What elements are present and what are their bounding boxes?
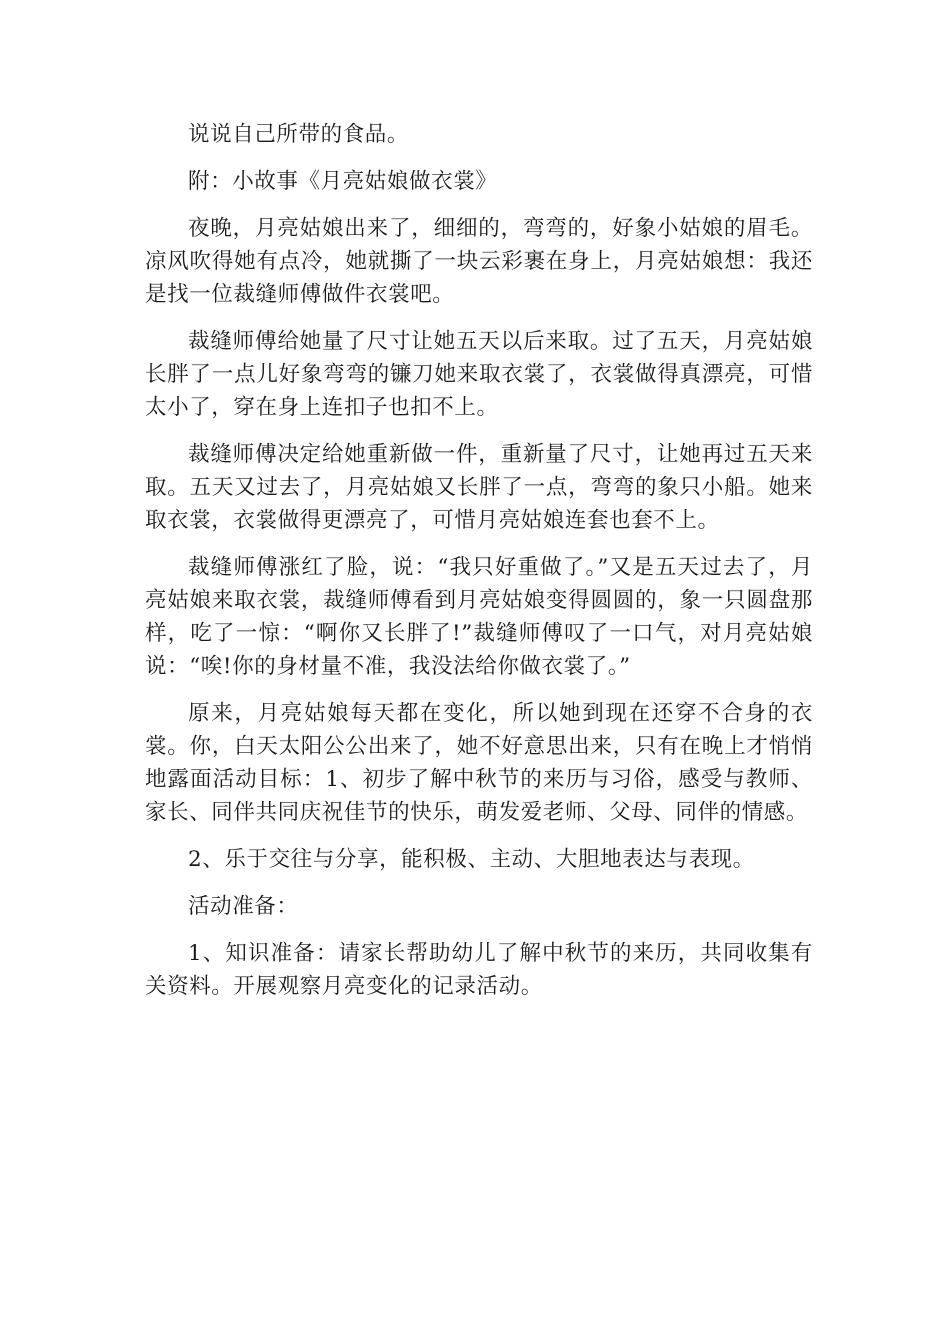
- paragraph-story-5-goals: 原来，月亮姑娘每天都在变化，所以她到现在还穿不合身的衣裳。你，白天太阳公公出来了，她不好意思出来，只有在晚上才悄悄地露面活动目标：1、初步了解中秋节的来历与习俗，感受与教师、家长、同伴共同庆祝佳节的快乐，萌发爱老师、父母、同伴的情感。: [145, 701, 813, 825]
- paragraph-prep-1: 1、知识准备：请家长帮助幼儿了解中秋节的来历，共同收集有关资料。开展观察月亮变化的记录活动。: [145, 941, 813, 999]
- paragraph-story-2: 裁缝师傅给她量了尺寸让她五天以后来取。过了五天，月亮姑娘长胖了一点儿好象弯弯的镰刀她来取衣裳了，衣裳做得真漂亮，可惜太小了，穿在身上连扣子也扣不上。: [145, 329, 813, 420]
- document-page: [145, 118, 813, 1017]
- paragraph-story-1: 夜晚，月亮姑娘出来了，细细的，弯弯的，好象小姑娘的眉毛。凉风吹得她有点冷，她就撕了一块云彩裹在身上，月亮姑娘想：我还是找一位裁缝师傅做件衣裳吧。: [145, 216, 813, 307]
- paragraph-goal-2: 2、乐于交往与分享，能积极、主动、大胆地表达与表现。: [188, 847, 755, 872]
- paragraph-prep-heading: 活动准备：: [188, 894, 299, 919]
- paragraph-story-3: 裁缝师傅决定给她重新做一件，重新量了尺寸，让她再过五天来取。五天又过去了，月亮姑娘又长胖了一点，弯弯的象只小船。她来取衣裳，衣裳做得更漂亮了，可惜月亮姑娘连套也套不上。: [145, 442, 813, 533]
- paragraph-story-title: 附：小故事《月亮姑娘做衣裳》: [188, 169, 498, 194]
- paragraph-story-4: 裁缝师傅涨红了脸，说：“我只好重做了。”又是五天过去了，月亮姑娘来取衣裳，裁缝师傅看到月亮姑娘变得圆圆的，象一只圆盘那样，吃了一惊：“啊你又长胖了!”裁缝师傅叹了一口气，对月亮姑娘说：“唉!你的身材量不准，我没法给你做衣裳了。”: [145, 555, 813, 679]
- paragraph-food: 说说自己所带的食品。: [188, 122, 410, 147]
